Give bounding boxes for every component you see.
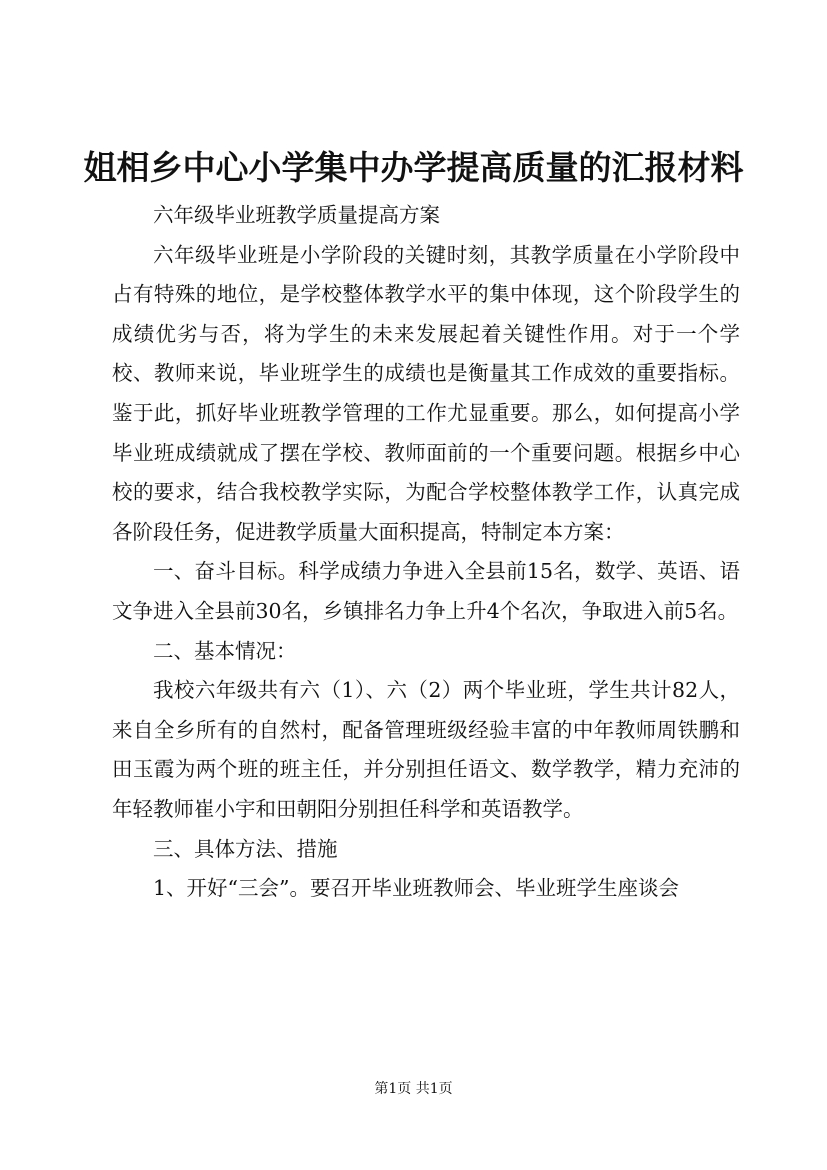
- document-subtitle: 六年级毕业班教学质量提高方案: [153, 203, 440, 227]
- document-title: 姐相乡中心小学集中办学提高质量的汇报材料: [83, 148, 744, 187]
- page-footer: 第1页 共1页: [374, 1081, 453, 1097]
- paragraph-intro: 六年级毕业班是小学阶段的关键时刻，其教学质量在小学阶段中占有特殊的地位，是学校整体教学水平的集中体现，这个阶段学生的成绩优劣与否，将为学生的未来发展起着关键性作用。对于一个学校、教师来说，毕业班学生的成绩也是衡量其工作成效的重要指标。鉴于此，抓好毕业班教学管理的工作尤显重要。那么，如何提高小学毕业班成绩就成了摆在学校、教师面前的一个重要问题。根据乡中心校的要求，结合我校教学实际，为配合学校整体教学工作，认真完成各阶段任务，促进教学质量大面积提高，特制定本方案：: [112, 242, 740, 544]
- paragraph-goal: 一、奋斗目标。科学成绩力争进入全县前15名，数学、英语、语文争进入全县前30名，乡镇排名力争上升4个名次，争取进入前5名。: [112, 559, 740, 623]
- section-heading-basic: 二、基本情况：: [153, 638, 297, 663]
- paragraph-basic-info: 我校六年级共有六（1）、六（2）两个毕业班，学生共计82人，来自全乡所有的自然村，配备管理班级经验丰富的中年教师周铁鹏和田玉霞为两个班的班主任，并分别担任语文、数学教学，精力充沛的年轻教师崔小宇和田朝阳分别担任科学和英语教学。: [112, 678, 740, 821]
- document-body: [112, 196, 740, 909]
- paragraph-three-meetings: 1、开好“三会”。要召开毕业班教师会、毕业班学生座谈会: [153, 876, 680, 901]
- section-heading-methods: 三、具体方法、措施: [153, 836, 338, 861]
